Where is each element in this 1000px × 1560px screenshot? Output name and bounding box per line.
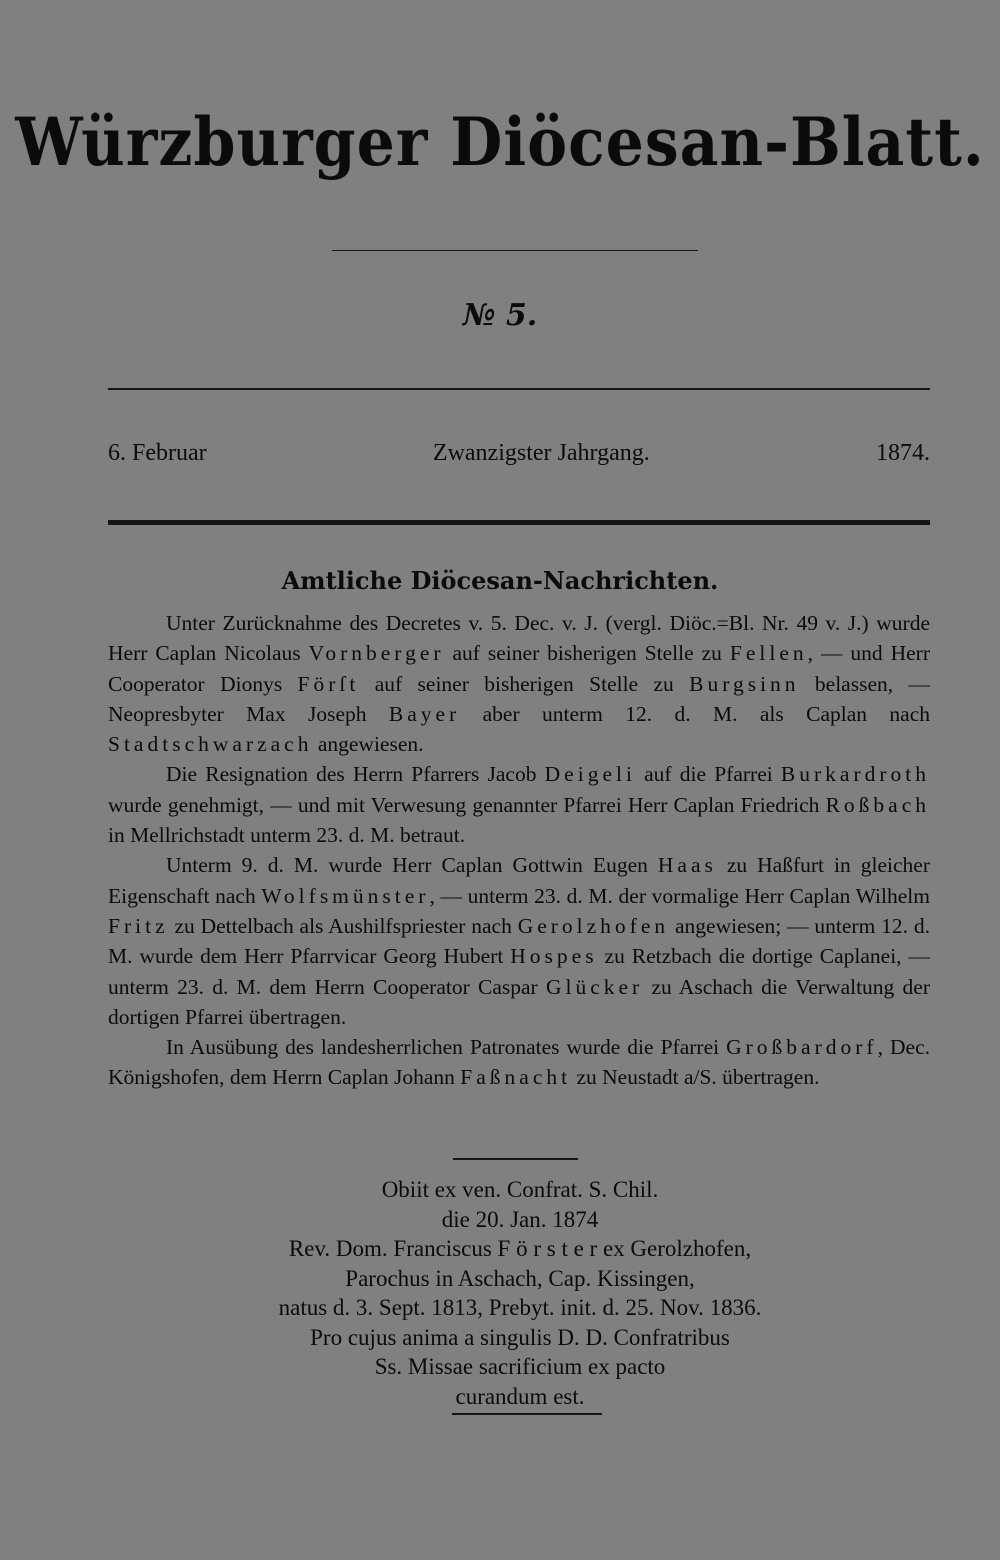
obituary-bottom-divider — [452, 1413, 602, 1415]
text-run: Unterm 9. d. M. wurde Herr Caplan Gottwin Eugen — [166, 853, 658, 878]
text-run: Unter Zurücknahme des Decretes v. 5. Dec. v. J. (vergl. Diöc.=Bl. Nr. 49 v. J.) wurde Herr Caplan Nicolaus — [108, 611, 930, 666]
text-run: , — unterm 23. d. M. der vormalige Herr Caplan Wilhelm — [429, 883, 930, 908]
obituary-line: die 20. Jan. 1874 — [441, 1206, 599, 1232]
obituary-line: curandum est. — [455, 1383, 585, 1409]
masthead-divider — [332, 250, 698, 251]
name-spaced: Faßnacht — [460, 1065, 572, 1090]
paragraph-3 — [108, 850, 930, 1032]
place-spaced: Fellen — [729, 641, 808, 666]
name-spaced: Deigeli — [544, 762, 636, 787]
text-run: , Dec. Königshofen, dem Herrn Caplan Johann — [108, 1035, 930, 1090]
text-run: zu Neustadt a/S. übertragen. — [571, 1065, 820, 1090]
obituary-line: Pro cujus anima a singulis D. D. Confratribus — [310, 1324, 730, 1350]
text-run: zu Retzbach die dortige Caplanei, — unterm 23. d. M. dem Herrn Cooperator Caspar — [108, 944, 931, 999]
obituary-line: Ss. Missae sacrificium ex pacto — [374, 1354, 666, 1379]
obituary-line: natus d. 3. Sept. 1813, Prebyt. init. d. 25. Nov. 1836. — [278, 1295, 762, 1320]
obituary-notice — [0, 1175, 1000, 1411]
text-run: wurde genehmigt, — und mit Verwesung genannter Pfarrei Herr Caplan Friedrich — [108, 792, 826, 817]
text-run: Die Resignation des Herrn Pfarrers Jacob — [166, 762, 545, 787]
obituary-line: Parochus in Aschach, Cap. Kissingen, — [345, 1265, 695, 1291]
place-spaced: Gerolzhofen — [517, 913, 670, 938]
name-spaced: Roßbach — [825, 792, 930, 817]
place-spaced: Stadtschwarzach — [108, 732, 313, 757]
obituary-line: Rev. Dom. Franciscus F ö r s t e r ex Gerolzhofen, — [288, 1236, 752, 1261]
masthead-title: Würzburger Diöcesan-Blatt. — [15, 104, 985, 182]
text-run: zu Dettelbach als Aushilfspriester nach — [168, 913, 518, 938]
text-run: in Mellrichstadt unterm 23. d. M. betraut. — [108, 823, 466, 848]
obituary-top-divider — [453, 1158, 578, 1160]
name-spaced: Vornberger — [308, 641, 445, 666]
text-run: zu Aschach die Verwaltung der dortigen Pfarrei übertragen. — [108, 974, 931, 1029]
text-run: belassen, — Neopresbyter Max Joseph — [108, 671, 930, 726]
issue-divider — [108, 388, 930, 390]
issue-date: 6. Februar — [108, 440, 207, 466]
place-spaced: Burgsinn — [689, 671, 800, 696]
text-run: auf die Pfarrei — [635, 762, 781, 787]
paragraph-4 — [108, 1032, 930, 1093]
name-spaced: Hospes — [510, 944, 598, 969]
volume-label: Zwanzigster Jahrgang. — [432, 440, 650, 466]
name-spaced: Förſt — [297, 671, 360, 696]
paragraph-2 — [108, 759, 930, 850]
text-run: angewiesen. — [312, 732, 424, 757]
text-run: In Ausübung des landesherrlichen Patronates wurde die Pfarrei — [166, 1035, 727, 1060]
place-spaced: Wolfsmünster — [261, 883, 430, 908]
obituary-line: Obiit ex ven. Confrat. S. Chil. — [381, 1177, 659, 1202]
text-run: , — und Herr Cooperator Dionys — [108, 641, 931, 696]
issue-year: 1874. — [876, 440, 930, 466]
paragraph-1 — [108, 608, 930, 759]
place-spaced: Burkardroth — [780, 762, 930, 787]
header-thick-rule — [108, 520, 930, 525]
name-spaced: Glücker — [545, 974, 644, 999]
place-spaced: Großbardorf — [726, 1035, 878, 1060]
issue-number: № 5. — [462, 298, 538, 333]
text-run: auf seiner bisherigen Stelle zu — [359, 671, 690, 696]
section-title: Amtliche Diöcesan-Nachrichten. — [281, 566, 719, 595]
text-run: zu Haßfurt in gleicher Eigenschaft nach — [108, 853, 930, 908]
dateline — [108, 440, 930, 467]
text-run: angewiesen; — unterm 12. d. M. wurde dem Herr Pfarrvicar Georg Hubert — [108, 913, 930, 969]
name-spaced: Fritz — [108, 913, 169, 938]
name-spaced: Haas — [657, 853, 717, 878]
text-run: aber unterm 12. d. M. als Caplan nach — [460, 701, 930, 726]
announcements-body — [108, 608, 930, 1093]
text-run: auf seiner bisherigen Stelle zu — [444, 641, 730, 666]
name-spaced: Bayer — [388, 701, 461, 726]
